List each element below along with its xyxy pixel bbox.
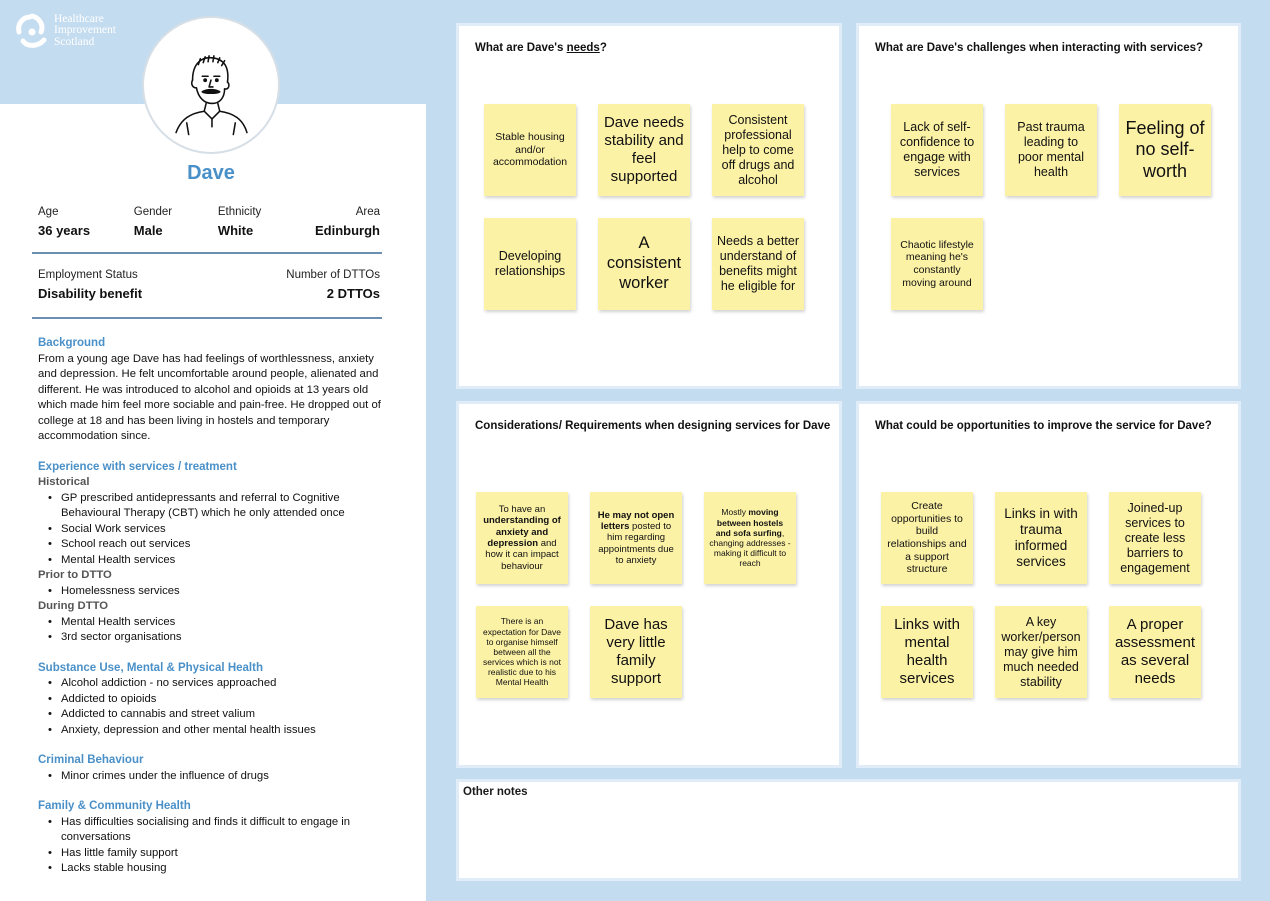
- list-item: • Addicted to opioids: [38, 692, 388, 708]
- sticky-note[interactable]: A consistent worker: [598, 218, 690, 310]
- sticky-note[interactable]: Links in with trauma informed services: [995, 492, 1087, 584]
- gender-stat: [134, 206, 172, 238]
- sticky-note[interactable]: There is an expectation for Dave to organise himself between all the services which is not realistic due to his Mental Health: [476, 606, 568, 698]
- opportunities-board: [856, 401, 1241, 768]
- gender-label: Gender: [133, 206, 173, 218]
- ethnicity-label: Ethnicity: [217, 206, 262, 218]
- area-label: Area: [355, 206, 380, 218]
- hi-scotland-logo: [14, 12, 116, 50]
- prior-heading: Prior to DTTO: [38, 569, 112, 581]
- sticky-note[interactable]: Lack of self-confidence to engage with services: [891, 104, 983, 196]
- sticky-note[interactable]: Create opportunities to build relationships and a support structure: [881, 492, 973, 584]
- demographics-row: [38, 206, 380, 238]
- needs-title: What are Dave's needs?: [475, 42, 607, 54]
- list-item: • Anxiety, depression and other mental health issues: [38, 723, 388, 739]
- challenges-title: What are Dave's challenges when interacting with services?: [875, 42, 1204, 54]
- list-item: • Minor crimes under the influence of drugs: [38, 769, 388, 785]
- logo-line-2: Improvement: [54, 24, 116, 37]
- sticky-note[interactable]: Past trauma leading to poor mental health: [1005, 104, 1097, 196]
- criminal-section: [38, 753, 388, 784]
- avatar: [142, 16, 280, 154]
- dttos-stat: [286, 269, 380, 301]
- age-label: Age: [38, 206, 59, 218]
- list-item: • Mental Health services: [38, 553, 388, 569]
- experience-heading: Experience with services / treatment: [38, 460, 237, 473]
- other-notes-title: Other notes: [463, 786, 528, 798]
- other-notes-board[interactable]: [456, 779, 1241, 881]
- sticky-note[interactable]: Mostly moving between hostels and sofa surfing, changing addresses - making it difficult to reach: [704, 492, 796, 584]
- during-heading: During DTTO: [38, 600, 109, 612]
- background-heading: Background: [38, 337, 106, 349]
- area-stat: [315, 206, 380, 238]
- sticky-note[interactable]: Stable housing and/or accommodation: [484, 104, 576, 196]
- profile-panel: [0, 104, 426, 901]
- historical-heading: Historical: [38, 476, 90, 488]
- ethnicity-value: White: [217, 223, 254, 238]
- gender-value: Male: [133, 223, 163, 238]
- persona-sketch-icon: [144, 18, 278, 152]
- sticky-note[interactable]: Links with mental health services: [881, 606, 973, 698]
- list-item: • Homelessness services: [38, 584, 388, 600]
- list-item: • GP prescribed antidepressants and referral to Cognitive Behavioural Therapy (CBT) which he only attended once: [38, 491, 388, 522]
- substance-list: [38, 676, 388, 738]
- area-value: Edinburgh: [315, 223, 380, 238]
- persona-bio: [38, 336, 388, 892]
- logo-line-1: Healthcare: [54, 12, 104, 25]
- sticky-note[interactable]: Dave needs stability and feel supported: [598, 104, 690, 196]
- substance-heading: Substance Use, Mental & Physical Health: [38, 661, 263, 674]
- employment-stat: [38, 269, 142, 301]
- sticky-note[interactable]: Feeling of no self-worth: [1119, 104, 1211, 196]
- sticky-note[interactable]: Dave has very little family support: [590, 606, 682, 698]
- needs-board: [456, 23, 842, 389]
- considerations-title: Considerations/ Requirements when designing services for Dave: [475, 420, 831, 432]
- sticky-note[interactable]: Needs a better understand of benefits might he eligible for: [712, 218, 804, 310]
- logo-mark-icon: [14, 12, 50, 50]
- considerations-board: [456, 401, 842, 768]
- during-list: [38, 615, 388, 646]
- family-list: [38, 815, 388, 877]
- list-item: • Alcohol addiction - no services approached: [38, 676, 388, 692]
- family-heading: Family & Community Health: [38, 800, 191, 812]
- substance-section: [38, 661, 388, 739]
- employment-value: Disability benefit: [38, 286, 143, 301]
- sticky-note[interactable]: Joined-up services to create less barriers to engagement: [1109, 492, 1201, 584]
- age-stat: [38, 206, 90, 238]
- background-text: From a young age Dave has had feelings of worthlessness, anxiety and depression. He felt uncomfortable around people, alienated and different. He was introduced to alcohol and opioids at 13 years old which made him feel more sociable and pain-free. He dropped out of college at 18 and has been living in hostels and temporary accommodation since.: [38, 352, 381, 442]
- opportunities-title: What could be opportunities to improve the service for Dave?: [875, 420, 1212, 432]
- sticky-note[interactable]: He may not open letters posted to him regarding appointments due to anxiety: [590, 492, 682, 584]
- list-item: • Mental Health services: [38, 615, 388, 631]
- list-item: • Lacks stable housing: [38, 861, 388, 877]
- list-item: • School reach out services: [38, 537, 388, 553]
- divider: [32, 252, 382, 254]
- logo-line-3: Scotland: [54, 35, 95, 48]
- prior-list: [38, 584, 388, 600]
- sticky-note[interactable]: Chaotic lifestyle meaning he's constantly moving around: [891, 218, 983, 310]
- historical-list: [38, 491, 388, 569]
- sticky-note[interactable]: To have an understanding of anxiety and depression and how it can impact behaviour: [476, 492, 568, 584]
- dttos-label: Number of DTTOs: [286, 269, 380, 281]
- sticky-note[interactable]: A key worker/person may give him much needed stability: [995, 606, 1087, 698]
- list-item: • Social Work services: [38, 522, 388, 538]
- criminal-list: [38, 769, 388, 785]
- employment-label: Employment Status: [38, 269, 138, 281]
- challenges-board: [856, 23, 1241, 389]
- sticky-note[interactable]: A proper assessment as several needs: [1109, 606, 1201, 698]
- sticky-note[interactable]: Consistent professional help to come off drugs and alcohol: [712, 104, 804, 196]
- experience-section: [38, 460, 388, 646]
- ethnicity-stat: [218, 206, 261, 238]
- criminal-heading: Criminal Behaviour: [38, 754, 144, 766]
- dttos-value: 2 DTTOs: [326, 286, 380, 301]
- sticky-note[interactable]: Developing relationships: [484, 218, 576, 310]
- list-item: • Addicted to cannabis and street valium: [38, 707, 388, 723]
- list-item: • Has difficulties socialising and finds it difficult to engage in conversations: [38, 815, 388, 846]
- divider: [32, 317, 382, 319]
- persona-name: Dave: [187, 162, 235, 184]
- list-item: • Has little family support: [38, 846, 388, 862]
- family-section: [38, 799, 388, 877]
- employment-row: [38, 269, 380, 301]
- list-item: • 3rd sector organisations: [38, 630, 388, 646]
- age-value: 36 years: [38, 223, 91, 238]
